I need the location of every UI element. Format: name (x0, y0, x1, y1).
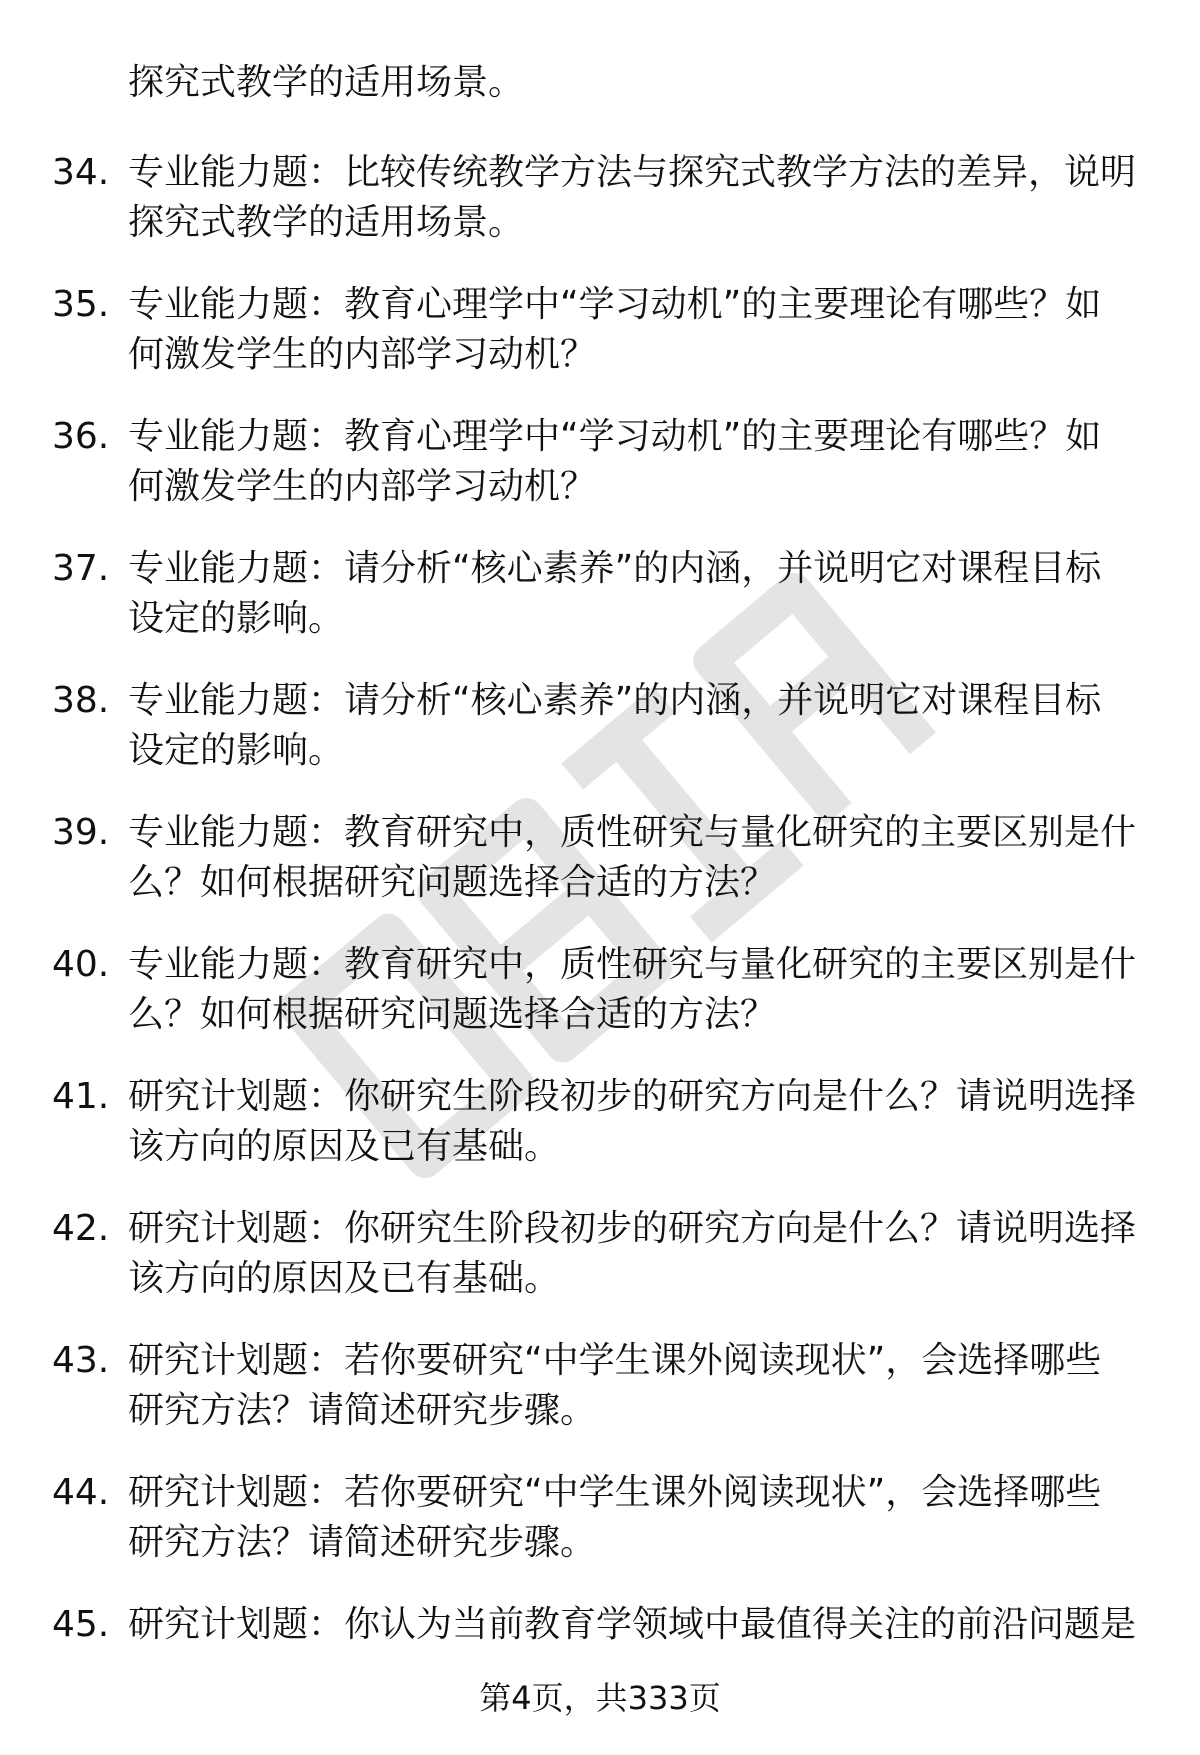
question-text-line: 专业能力题：请分析“核心素养”的内涵，并说明它对课程目标 (128, 680, 1102, 721)
question-list (0, 148, 1200, 1732)
question-item (0, 148, 1200, 280)
question-number: 42. (52, 1208, 110, 1249)
question-number: 44. (52, 1472, 110, 1513)
question-number: 39. (52, 812, 110, 853)
question-number: 41. (52, 1076, 110, 1117)
question-item (0, 412, 1200, 544)
question-number: 45. (52, 1604, 110, 1645)
question-number: 36. (52, 416, 110, 457)
question-item (0, 544, 1200, 676)
question-text-line: 研究计划题：若你要研究“中学生课外阅读现状”，会选择哪些 (128, 1472, 1102, 1513)
question-number: 35. (52, 284, 110, 325)
question-text-line: 专业能力题：教育心理学中“学习动机”的主要理论有哪些？如 (128, 416, 1102, 457)
question-text-line: 研究计划题：你研究生阶段初步的研究方向是什么？请说明选择 (128, 1076, 1137, 1117)
question-text-line: 研究计划题：若你要研究“中学生课外阅读现状”，会选择哪些 (128, 1340, 1102, 1381)
question-item (0, 808, 1200, 940)
question-item (0, 1072, 1200, 1204)
continuation-text: 探究式教学的适用场景。 (128, 62, 525, 103)
question-item (0, 1336, 1200, 1468)
question-text-line: 研究计划题：你认为当前教育学领域中最值得关注的前沿问题是 (128, 1604, 1137, 1645)
question-text-line: 设定的影响。 (128, 730, 345, 771)
question-text-line: 专业能力题：教育研究中，质性研究与量化研究的主要区别是什 (128, 812, 1137, 853)
question-text-line: 研究方法？请简述研究步骤。 (128, 1522, 597, 1563)
question-text-line: 专业能力题：教育心理学中“学习动机”的主要理论有哪些？如 (128, 284, 1102, 325)
page-footer: 第4页，共333页 (479, 1679, 721, 1717)
question-item (0, 1468, 1200, 1600)
question-item (0, 676, 1200, 808)
question-text-line: 该方向的原因及已有基础。 (128, 1126, 561, 1167)
question-text-line: 探究式教学的适用场景。 (128, 202, 525, 243)
question-text-line: 研究方法？请简述研究步骤。 (128, 1390, 597, 1431)
question-text-line: 设定的影响。 (128, 598, 345, 639)
question-text-line: 专业能力题：比较传统教学方法与探究式教学方法的差异，说明 (128, 152, 1137, 193)
question-text-line: 么？如何根据研究问题选择合适的方法？ (128, 862, 777, 903)
question-item (0, 940, 1200, 1072)
question-text-line: 么？如何根据研究问题选择合适的方法？ (128, 994, 777, 1035)
question-text-line: 研究计划题：你研究生阶段初步的研究方向是什么？请说明选择 (128, 1208, 1137, 1249)
question-text-line: 何激发学生的内部学习动机？ (128, 466, 597, 507)
question-number: 34. (52, 152, 110, 193)
question-number: 43. (52, 1340, 110, 1381)
question-number: 38. (52, 680, 110, 721)
question-text-line: 专业能力题：请分析“核心素养”的内涵，并说明它对课程目标 (128, 548, 1102, 589)
question-item (0, 280, 1200, 412)
question-text-line: 何激发学生的内部学习动机？ (128, 334, 597, 375)
question-text-line: 专业能力题：教育研究中，质性研究与量化研究的主要区别是什 (128, 944, 1137, 985)
question-number: 40. (52, 944, 110, 985)
question-item (0, 1204, 1200, 1336)
question-number: 37. (52, 548, 110, 589)
question-text-line: 该方向的原因及已有基础。 (128, 1258, 561, 1299)
